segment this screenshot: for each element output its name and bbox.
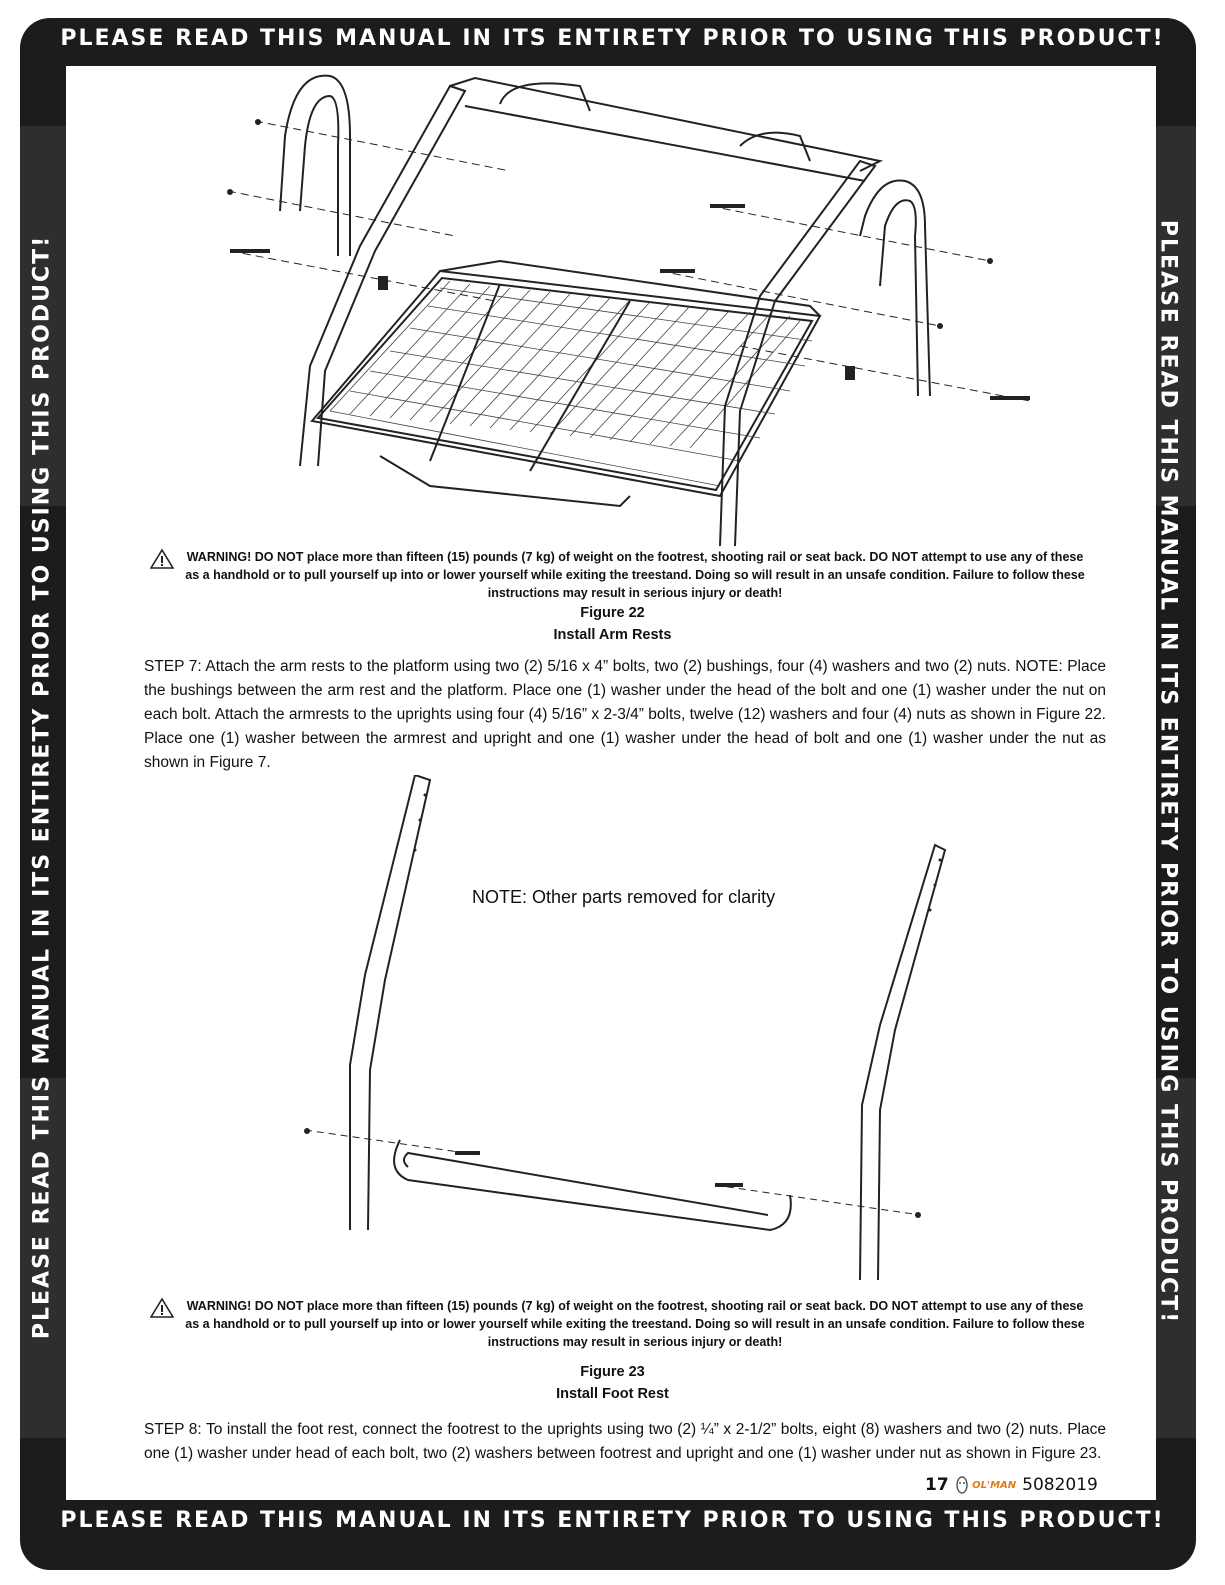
figure-22-caption	[0, 602, 1225, 646]
warning-triangle-icon	[150, 548, 174, 570]
document-code: 5082019	[1022, 1475, 1098, 1495]
figure-23-warning	[150, 1297, 1090, 1351]
warning-triangle-icon	[150, 1297, 174, 1319]
banner-left: PLEASE READ THIS MANUAL IN ITS ENTIRETY PRIOR TO USING THIS PRODUCT!	[29, 234, 55, 1340]
figure-23-caption	[0, 1361, 1225, 1405]
warning-text: WARNING! DO NOT place more than fifteen (15) pounds (7 kg) of weight on the footrest, shooting rail or seat back. DO NOT attempt to use any of these as a handhold or to pull yourself up into or lower yourself while exiting the treestand. Doing so will result in an unsafe condition. Failure to follow these instructions may result in serious injury or death!	[185, 1299, 1085, 1349]
figure-23-note: NOTE: Other parts removed for clarity	[472, 887, 776, 907]
brand-logo	[955, 1475, 1016, 1495]
figure-23-drawing	[290, 775, 950, 1285]
figure-22-warning	[150, 548, 1090, 602]
olman-face-icon	[955, 1475, 969, 1495]
banner-top: PLEASE READ THIS MANUAL IN ITS ENTIRETY PRIOR TO USING THIS PRODUCT!	[60, 26, 1165, 51]
banner-bottom: PLEASE READ THIS MANUAL IN ITS ENTIRETY PRIOR TO USING THIS PRODUCT!	[60, 1508, 1165, 1533]
step-8-text: STEP 8: To install the foot rest, connect the footrest to the uprights using two (2) ¼” x 2-1/2” bolts, eight (8) washers and two (2) nuts. Place one (1) washer under head of each bolt, two (2) washers between footrest and upright and one (1) washer under nut as shown in Figure 23.	[144, 1421, 1106, 1462]
page-number: 17	[925, 1475, 949, 1495]
figure-title: Install Arm Rests	[553, 627, 672, 643]
page-footer	[925, 1471, 1098, 1499]
logo-text: OL'MAN	[972, 1480, 1017, 1491]
figure-22-drawing	[200, 66, 1060, 546]
figure-number: Figure 22	[580, 605, 645, 621]
figure-number: Figure 23	[580, 1364, 645, 1380]
warning-text: WARNING! DO NOT place more than fifteen (15) pounds (7 kg) of weight on the footrest, shooting rail or seat back. DO NOT attempt to use any of these as a handhold or to pull yourself up into or lower yourself while exiting the treestand. Doing so will result in an unsafe condition. Failure to follow these instructions may result in serious injury or death!	[185, 550, 1085, 600]
banner-right: PLEASE READ THIS MANUAL IN ITS ENTIRETY PRIOR TO USING THIS PRODUCT!	[1155, 219, 1181, 1325]
figure-title: Install Foot Rest	[556, 1386, 669, 1402]
step-7-text: STEP 7: Attach the arm rests to the platform using two (2) 5/16 x 4” bolts, two (2) bushings, four (4) washers and two (2) nuts. NOTE: Place the bushings between the arm rest and the platform. Place one (1) washer under the head of the bolt and one (1) washer under the nut on each bolt. Attach the armrests to the uprights using four (4) 5/16” x 2-3/4” bolts, twelve (12) washers and four (4) nuts as shown in Figure 22. Place one (1) washer between the armrest and upright and one (1) washer under the head of bolt and one (1) washer under the nut as shown in Figure 7.	[144, 658, 1106, 771]
